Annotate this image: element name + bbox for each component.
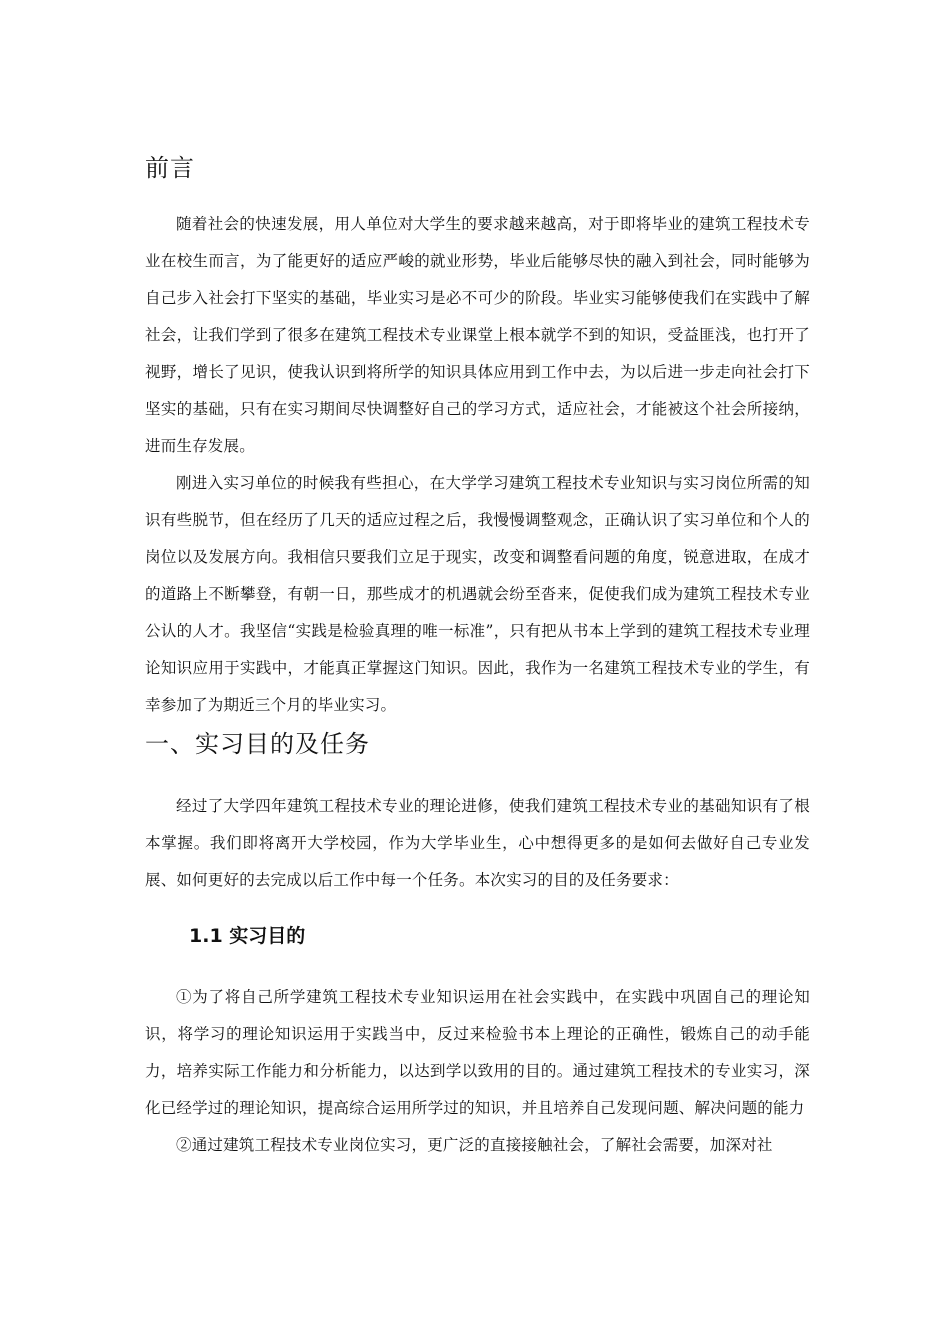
preface-paragraph-1: 随着社会的快速发展，用人单位对大学生的要求越来越高，对于即将毕业的建筑工程技术专业在校生而言，为了能更好的适应严峻的就业形势，毕业后能够尽快的融入到社会，同时能够为自己步入社会打下坚实的基础，毕业实习是必不可少的阶段。毕业实习能够使我们在实践中了解社会，让我们学到了很多在建筑工程技术专业课堂上根本就学不到的知识，受益匪浅，也打开了视野，增长了见识，使我认识到将所学的知识具体应用到工作中去，为以后进一步走向社会打下坚实的基础，只有在实习期间尽快调整好自己的学习方式，适应社会，才能被这个社会所接纳，进而生存发展。	[145, 215, 810, 455]
section-1-intro-paragraph: 经过了大学四年建筑工程技术专业的理论进修，使我们建筑工程技术专业的基础知识有了根本掌握。我们即将离开大学校园，作为大学毕业生，心中想得更多的是如何去做好自己专业发展、如何更好的去完成以后工作中每一个任务。本次实习的目的及任务要求：	[145, 797, 810, 889]
section-1-heading: 一、实习目的及任务	[145, 730, 370, 758]
preface-paragraph-2: 刚进入实习单位的时候我有些担心，在大学学习建筑工程技术专业知识与实习岗位所需的知识有些脱节，但在经历了几天的适应过程之后，我慢慢调整观念，正确认识了实习单位和个人的岗位以及发展方向。我相信只要我们立足于现实，改变和调整看问题的角度，锐意进取，在成才的道路上不断攀登，有朝一日，那些成才的机遇就会纷至沓来，促使我们成为建筑工程技术专业公认的人才。我坚信“实践是检验真理的唯一标准”，只有把从书本上学到的建筑工程技术专业理论知识应用于实践中，才能真正掌握这门知识。因此，我作为一名建筑工程技术专业的学生，有幸参加了为期近三个月的毕业实习。	[145, 474, 810, 714]
document-content	[145, 148, 810, 1164]
subsection-1-1-heading: 1.1 实习目的	[189, 925, 306, 947]
preface-heading: 前言	[145, 154, 195, 182]
subsection-1-1-paragraph-2: ②通过建筑工程技术专业岗位实习，更广泛的直接接触社会，了解社会需要，加深对社	[176, 1136, 773, 1154]
subsection-1-1-paragraph-1: ①为了将自己所学建筑工程技术专业知识运用在社会实践中，在实践中巩固自己的理论知识，将学习的理论知识运用于实践当中，反过来检验书本上理论的正确性，锻炼自己的动手能力，培养实际工作能力和分析能力，以达到学以致用的目的。通过建筑工程技术的专业实习，深化已经学过的理论知识，提高综合运用所学过的知识，并且培养自己发现问题、解决问题的能力	[145, 988, 810, 1117]
